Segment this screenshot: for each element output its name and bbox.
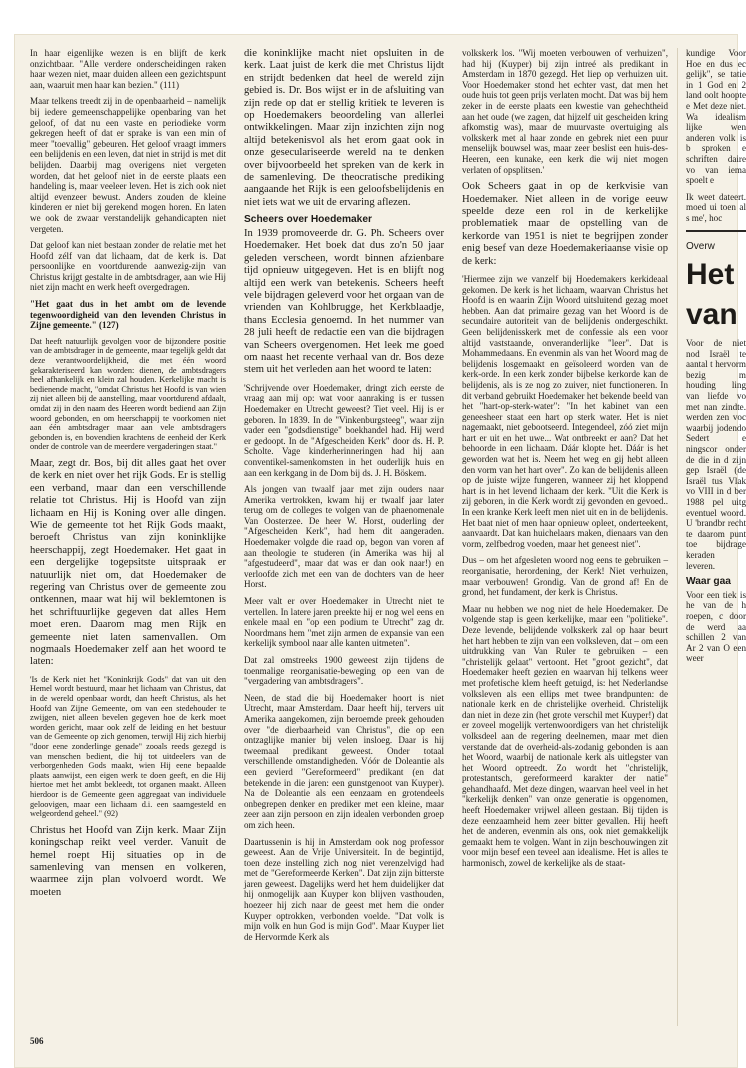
- column-3: [462, 48, 668, 1026]
- paragraph: Voor de niet nod Israël te aantal t hervorm bezig m houding ling van liefde vo met nan zindte. werden zen voc waarbij jodendo Sedert e ningscor onder de die in d zijn gep Israël (de Israël tus Vlak vo VIII in d ber 1988 pel uitg eventuel woord. U 'brandbr recht te daarom punt toe bijdrage keraden leveren.: [686, 338, 746, 571]
- paragraph-quote: Daartussenin is hij in Amsterdam ook nog professor geweest. Aan de Vrije Universiteit. In de begintijd, toen deze instelling zich nog niet verenzelvigd had met de "Gereformeerde Kerken". Dat zijn zijn bitterste jaren geweest. Dagelijks werd het hem duidelijker dat hij onmogelijk aan Kuyper kon blijven vasthouden, hoezeer hij zich naar de geest met hem die onder Kuyper optrokken, verbonden voelde. "Dat volk is mijn volk en hun God is mijn God". Maar Kuyper liet de Hervormde Kerk als: [244, 836, 444, 942]
- paragraph-quote: Maar nu hebben we nog niet de hele Hoedemaker. De volgende stap is geen kerkelijke, maar een "politieke". Deze levende, belijdende volkskerk zal op haar beurt het hart hebben te zijn van een volksleven, dat – om een uitdrukking van Van Ruler te gebruiken – een "christelijk gelaat" vertoont. Het "groot gezicht", dat Hoedemaker heeft gezien en waarvan hij telkens weer met profetische klem heeft getuigd, is: het Nederlandse volksleven als een ellips met twee brandpunten: de nationale kerk en de christelijke overheid. Christelijk dan niet in deze zin (het grote verschil met Kuyper!) dat er zoveel mogelijk vertenwoordigers van het christelijk volksdeel aan de regering deelnemen, maar met dien verstande dat de overheid-als-zodanig gebonden is aan het Woord, waarbij de nationale kerk als uitlegster van het Woord optreedt. Zo wordt het "christelijk, protestantsch, gereformeerd karakter der natie" gehandhaafd. Met deze dingen, waarvan heel veel in het "kerkelijk denken" van onze generatie is opgenomen, heeft Hoedemaker vrijwel alleen gestaan. Bij tijden is deze eenzaamheid hem zeer bitter gevallen. Hij heeft het de anderen, evenmin als ons, ook niet gemakkelijk gemaakt hem te volgen. Want in zijn beschouwingen zit voor mijn besef een teveel aan idealisme. Het is alles te harmonisch, zowel de kerkelijke als de staat-: [462, 603, 668, 869]
- paragraph: Dat heeft natuurlijk gevolgen voor de bijzondere positie van de ambtsdrager in de gemeente, maar tegelijk geldt dat deze verantwoordelijkheid, die met één woord gekarakteriseerd kan worden: dienen, de ambtsdragers heel afhankelijk en klein zal houden. Kerkelijke macht is bedienende macht, "omdat Christus het Hoofd is van wien zij niet alleen bij de aanstelling, maar voortdurend afdaalt, omdat zij in den naam des Heeren wordt bediend aan Zijn woord gebonden, en om heerschappij te voorkomen niet aan één ambtsdrager maar aan vele ambtsdragers gebonden is, en bovendien krachtens de eenheid der Kerk onder de controle van de meerdere vergaderingen staat.": [30, 336, 226, 452]
- paragraph: Ik weet dateert. moed ui toen al s me', hoc: [686, 191, 746, 223]
- paragraph: Maar, zegt dr. Bos, bij dit alles gaat het over de kerk en niet over het rijk Gods. Er is stellig een verband, maar dan een verschillende relatie tot Christus. Hij is Hoofd van zijn lichaam en Hij is Koning over alle dingen. Wie de gemeente tot het Rijk Gods maakt, beroeft Christus van zijn koninklijke heerschappij, zegt Hoedemaker. Het gaat in een dergelijke togepsitste uitspraak er natuurlijk niet om, dat Hoedemaker de regering van Christus over de gemeente zou ontkennen, maar wat hij wil beklemtonen is het schriftuurlijke gegeven dat alles Hem moet eren. Daarom mag men Rijk en gemeente niet laten samenvallen. Om nogmaals Hoedemaker zelf aan het woord te laten:: [30, 457, 226, 668]
- paragraph-quote: Dat zal omstreeks 1900 geweest zijn tijdens de toenmalige reorganisatie-beweging op een van de "vergadering van ambtsdragers".: [244, 655, 444, 687]
- article-headline-line2: van: [686, 298, 738, 332]
- paragraph: Voor een tiek is he van de h roepen, c door de werd aa schillen 2 van Ar 2 van O een weer: [686, 589, 746, 664]
- paragraph-quote: Meer valt er over Hoedemaker in Utrecht niet te vertellen. In latere jaren preekte hij er nog wel eens en enkele maal en "op een podium te Utrecht" zag dr. Noordmans hem "met zijn armen de expansie van een kerkelijk symbool naar alle kanten uitmeten".: [244, 596, 444, 649]
- magazine-page: [14, 34, 746, 1068]
- paragraph: In haar eigenlijke wezen is en blijft de kerk onzichtbaar. "Alle verdere onderscheidingen raken haar wezen niet, maar duiden alleen een gezichtspunt aan, waaruit men haar kan bezien." (111): [30, 48, 226, 90]
- paragraph-quote-bold: "Het gaat dus in het ambt om de levende tegenwoordigheid van den levenden Christus in Zijne gemeente." (127): [30, 299, 226, 331]
- paragraph: kundige Voor Hoe en dus ec gelijk", se tatie in 1 God en 2 land oolt hoopte e Met deze niet. Wa idealism lijke wen anderen volk is b sproken e schriften daire vo van iema spoelt e: [686, 48, 746, 186]
- section-heading: Scheers over Hoedemaker: [244, 214, 372, 226]
- paragraph: Ook Scheers gaat in op de kerkvisie van Hoedemaker. Niet alleen in de vorige eeuw speelde deze een rol in de kerkelijke problematiek maar de opstelling van de kerkorde van 1951 is niet te begrijpen zonder enig besef van deze Hoedemakeriaanse visie op de kerk:: [462, 181, 668, 267]
- paragraph-quote: 'Is de Kerk niet het "Koninkrijk Gods" dat van uit den Hemel wordt bestuurd, maar het lichaam van Christus, dat in de wereld openbaar wordt, dan heeft Christus, als het Hoofd van Zijne Gemeente, om van een stedehouder te zwijgen, niet alleen bevelen gegeven hoe de kerk moet worden gericht, maar ook zelf de leiding en het bestuur van de Gemeente op zich genomen, terwijl Hij zich hierbij "door eene zonderlinge genade" zooals reeds gezegd is van menschen bedient, die hij tot uitdeelers van de verborgenheden Gods maakt, wien Hij eene bepaalde plaats aanwijst, een eigen werk te doen geeft, en die Hij hiertoe met het ambt bekleedt, tot organen maakt. Alleen hierdoor is de Gemeente geen aggregaat van individuele geloovigen, maar een lichaam d.i. een saamgesteld en welgeordend geheel." (92): [30, 674, 226, 819]
- paragraph-quote: volkskerk los. "Wij moeten verbouwen of verhuizen", had hij (Kuyper) bij zijn intreé als predikant in Amsterdam in 1870 gezegd. Het liep op verhuizen uit. Voor Hoedemaker stond het echter vast, dat men het oude huis tot geen prijs verlaten mocht. Dat was bij hem zeker in de eerste plaats een kwestie van gehechtheid aan het oude (we zagen, dat hijzelf uit gescheiden kring afkomstig was), maar de muurvaste overtuiging als volkskerk met al haar zonde en gebrek niet een puur menselijk bouwsel was, maar zeer beslist een huis-des-Heeren, een kunake, een kerk die wij niet mogen verlaten of opsplitsen.': [462, 48, 668, 175]
- paragraph: Maar telkens treedt zij in de openbaarheid – namelijk bij iedere gemeenschappelijke openbaring van het geloof, of dat nu een vaste en periodieke vorm gekregen heeft of dat er sprake is van een min of meer "toevallig" gebeuren. Het geloof vraagt immers een belijdenis en een leven, dat niet in strijd is met dit belijden. Daarbij mag overigens niet vergeten worden, dat het geloof niet in de eerste plaats een handeling is, maar veeleer leven. Het is zich ook niet altijd evenzeer bewust. Anders zouden de kleine kinderen er niet bij gerekend mogen horen. En laten we ook de zwaar verstandelijk gehandicapten niet vergeten.: [30, 96, 226, 234]
- page-number: 506: [30, 1036, 44, 1046]
- column-2: [244, 48, 444, 1026]
- paragraph-quote: Dus – om het afgesleten woord nog eens te gebruiken – reorganisatie, herordening, der Kerk! Niet verhuizen, maar verbouwen! Grondig. Van de grond af! En de grond, het fundament, der kerk is Christus.: [462, 555, 668, 598]
- paragraph: Christus het Hoofd van Zijn kerk. Maar Zijn koningschap reikt veel verder. Vanuit de hemel roept Hij situaties op in de samenleving van mensen en volkeren, waarmee zijn plan volvoerd wordt. We moeten: [30, 824, 226, 898]
- divider: [686, 230, 746, 232]
- paragraph: In 1939 promoveerde dr. G. Ph. Scheers over Hoedemaker. Het boek dat dus zo'n 50 jaar geleden verscheen, wordt binnen afzienbare tijd opnieuw uitgegeven. Het is en blijft nog altijd een werk van betekenis. Scheers heeft vele bijdragen geleverd voor het orgaan van de vrienden van Kohlbrugge, het Kerkblaadje, thans Ecclesia genoemd. In het nummer van 28 juli heeft de redactie een van die bijdragen van Scheers overgenomen. Het leek me goed om naast het recente verhaal van dr. Bos deze stem uit het verleden aan het woord te laten:: [244, 227, 444, 376]
- section-heading: Waar gaa: [686, 576, 731, 588]
- paragraph-quote: 'Hiermee zijn we vanzelf bij Hoedemakers kerkideaal gekomen. De kerk is het lichaam, waarvan Christus het Hoofd is en waarin Zijn Woord uitsluitend gezag moet hebben. Aan dat primaire gezag van het Woord is de secundaire autoriteit van de belijdenis ondergeschikt. Geen belijdenisskerk met de confessie als een voor altijd vaststaande, onveranderlijke "leer". Dat is Mohammedaans. En evenmin als van het Woord mag de belijdenis losgemaakt en geïsoleerd worden van de kerk-orde. In een kerk zonder bijbelse kerkorde kan de belijdenis, als is ze nog zo zuiver, niet functioneren. In dit verband gebruikt Hoedemaker het bekende beeld van het "hart-op-sterk-water": "In het kabinet van een geneesheer staat een hart op sterk water. Het is niet nagemaakt, niet gebootseerd. Integendeel, zóó ziet mijn hart er uit en het uwe... Wat ontbreekt er aan? Dat het behoorde in een lichaam. Dáár klopte het. Dáár is het geworden wat het is. Neem het weg en gij hebt alleen den vorm van het hart over". Zo kan de belijdenis alleen op de juiste wijze fungeren, wanneer zij het kloppend hart is in het levend lichaam der kerk. "Uit die Kerk is zij geboren, in die Kerk wordt zij gevonden en gevoed.. In een kranke Kerk leeft men niet uit en in de belijdenis. Het baat niet of men haar opnieuw opleet, onderteekent, aanvaardt. Dat kan huichelaars maken, dienaars van den vorm, zelfbedrog voeden, maar het geneest niet".: [462, 273, 668, 549]
- paragraph: Dat geloof kan niet bestaan zonder de relatie met het Hoofd zélf van dat lichaam, dat de kerk is. Dat persoonlijke en voortdurende aanwezig-zijn van Christus krijgt gestalte in de ambtsdrager, aan wie Hij niet zijn macht en werk heeft overgedragen.: [30, 240, 226, 293]
- article-headline-line1: Het: [686, 258, 735, 292]
- column-1: [30, 48, 226, 1026]
- column-4-clipped: [686, 48, 746, 1026]
- page-fold: [677, 48, 678, 1026]
- paragraph-quote: Als jongen van twaalf jaar met zijn ouders naar Amerika vertrokken, kwam hij er twaalf jaar later terug om de colleges te volgen van de phaenomenale Van Oosterzee. De heer W. Horst, ouderling der "Afgescheiden Kerk", had hem dit aangeraden. Hoedemaker volgde die raad op, begon van voren af aan theologie te studeren (in Amerika was hij al "afgestudeerd", maar dat was er dan ook naar!) en verloofde zich met een van de dochters van de heer Horst.: [244, 484, 444, 590]
- paragraph-quote: Neen, de stad die bij Hoedemaker hoort is niet Utrecht, maar Amsterdam. Daar heeft hij, tervers uit Amerika aangekomen, zijn beroemde preek gehouden over "de dierbaarheid van Christus", die op een ontzaglijke manier bij velen insloeg. Daar is hij tweemaal predikant geweest. Onder totaal verschillende omstandigheden. Vóór de Doleantie als een gevierd "Gereformeerd" predikant (en dat betekende in die jaren: een gunstgenoot van Kuyper). Na de Doleantie als een eenzaam en grotendeels onbegrepen denker en prediker met een kleine, maar zeer aan zijn persoon en zijn idealen verbonden groep om zich heen.: [244, 692, 444, 830]
- paragraph: die koninklijke macht niet opsluiten in de kerk. Laat juist de kerk die met Christus lijdt en strijdt bedenken dat heel de wereld zijn gebied is. Dr. Bos wijst er in de afsluiting van zijn rede op dat er stellig kritiek te leveren is op Hoedemakers beoordeling van allerlei ontwikkelingen. Maar zijn inzichten zijn nog altijd betekenisvol als het erom gaat ook in onze geseculariseerde wereld na te denken over bijvoorbeeld het spreken van de kerk in de samenleving. De theocratische prediking aangaande het Rijk is een geloofsbelijdenis en niet iets wat we uit de ervaring aflezen.: [244, 48, 444, 208]
- paragraph-quote: 'Schrijvende over Hoedemaker, dringt zich eerste de vraag aan mij op: wat voor aanraking is er tussen Hoedemaker en Utrecht geweest? Tiet veel. Hij is er geboren. In 1839. In de "Vinkenburgsteeg", waar zijn vader een "godsdienstige" boekhandel had. Hij werd er gedoopt. In de "Afgescheiden Kerk" door ds. H. P. Scholte. Vage kinderherinneringen had hij aan conventikel-samenkomsten in het ouderlijk huis en aan een kerkgang in de Dom bij ds. J. H. Böskem.: [244, 382, 444, 478]
- article-kicker: Overw: [686, 240, 715, 252]
